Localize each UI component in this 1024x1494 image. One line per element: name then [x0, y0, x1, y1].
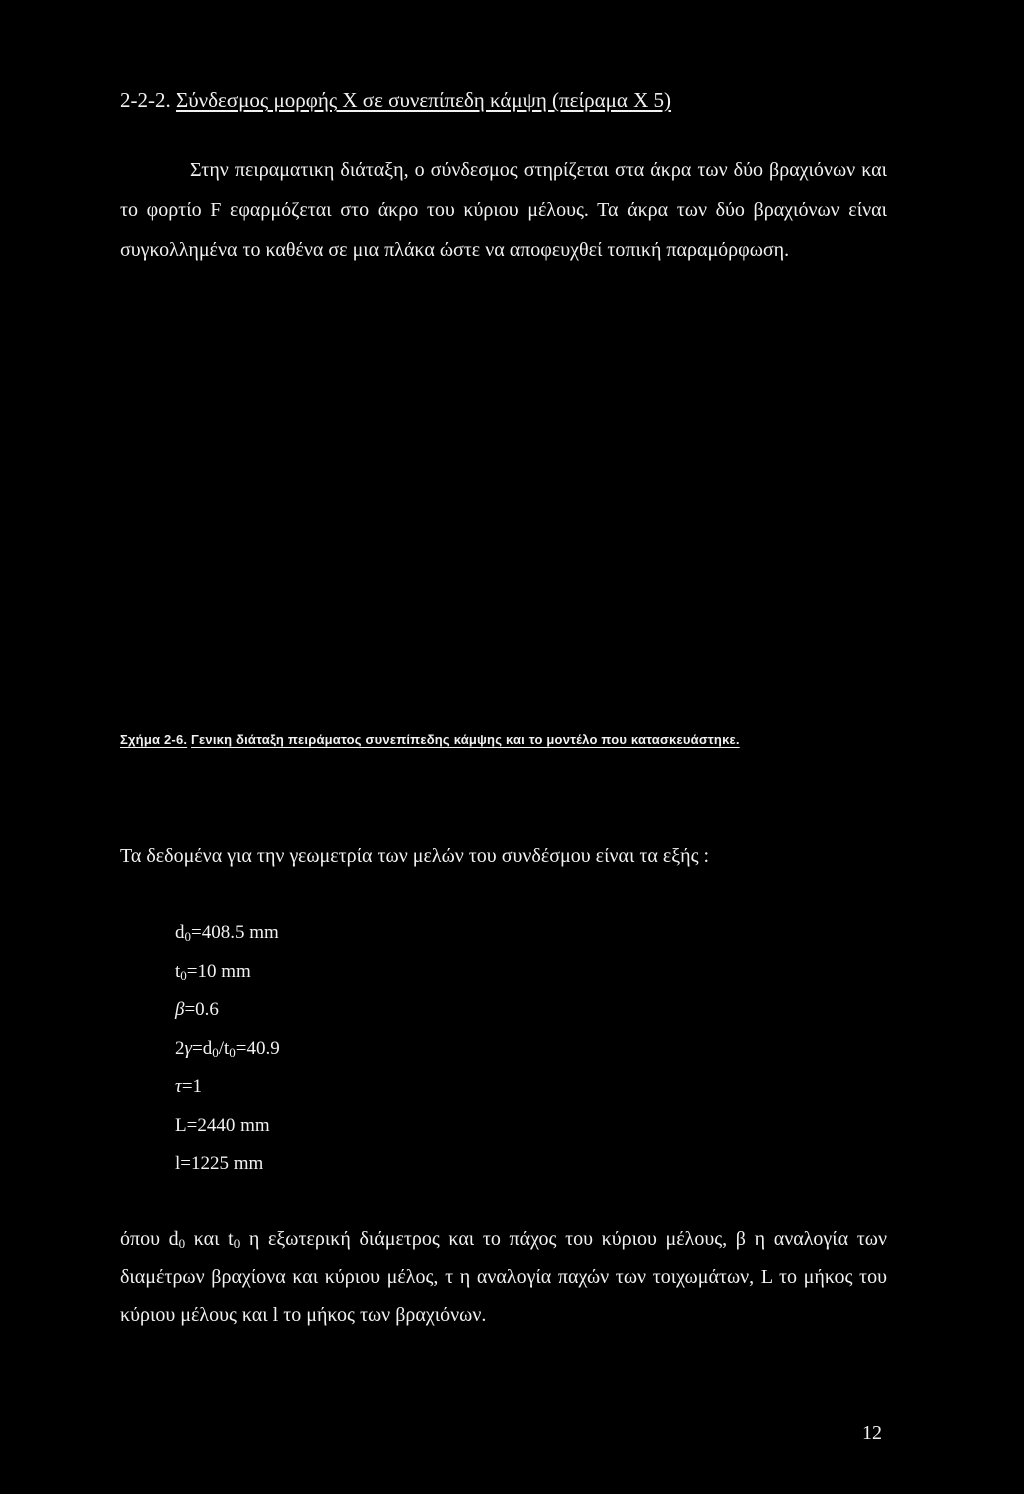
- figure-image-area: [120, 310, 887, 705]
- section-title: Σύνδεσμος μορφής Χ σε συνεπίπεδη κάμψη (πείραμα Χ 5): [176, 88, 672, 112]
- section-heading: [120, 88, 671, 113]
- closing-paragraph: όπου $d_0$ και $t_0$ η εξωτερική διάμετρος και το πάχος του κύριου μέλους, β η αναλογία των διαμέτρων βραχίονα και κύριου μέλος, τ η αναλογία παχών των τοιχωμάτων, L το μήκος του κύριου μέλους και l το μήκος των βραχιόνων.: [120, 1228, 887, 1326]
- param-l: l=1225 mm: [175, 1153, 264, 1174]
- caption-label: Σχήμα 2-6.: [120, 732, 188, 747]
- param-beta: β=0.6: [175, 999, 219, 1020]
- param-tau: τ=1: [175, 1076, 203, 1097]
- param-t0: $t_0=10$ mm: [175, 960, 251, 983]
- parameter-list: [175, 914, 280, 1184]
- param-d0: $d_0=408.5$ mm: [175, 922, 279, 944]
- data-intro: Τα δεδομένα για την γεωμετρία των μελών του συνδέσμου είναι τα εξής :: [120, 845, 710, 867]
- param-L: L=2440 mm: [175, 1114, 270, 1136]
- section-number: 2-2-2.: [120, 88, 171, 112]
- caption-text: Γενικη διάταξη πειράματος συνεπίπεδης κάμψης και το μοντέλο που κατασκευάστηκε.: [191, 732, 740, 747]
- figure-caption: [120, 722, 887, 758]
- param-gamma: $2\gamma=d_0/t_0=40.9$: [175, 1037, 280, 1060]
- page-number: 12: [862, 1422, 882, 1444]
- intro-paragraph: Στην πειραματικη διάταξη, ο σύνδεσμος στηρίζεται στα άκρα των δύο βραχιόνων και το φορτίο F εφαρμόζεται στο άκρο του κύριου μέλους. Τα άκρα των δύο βραχιόνων είναι συγκολλημένα το καθένα σε μια πλάκα ώστε να αποφευχθεί τοπική παραμόρφωση.: [120, 159, 887, 261]
